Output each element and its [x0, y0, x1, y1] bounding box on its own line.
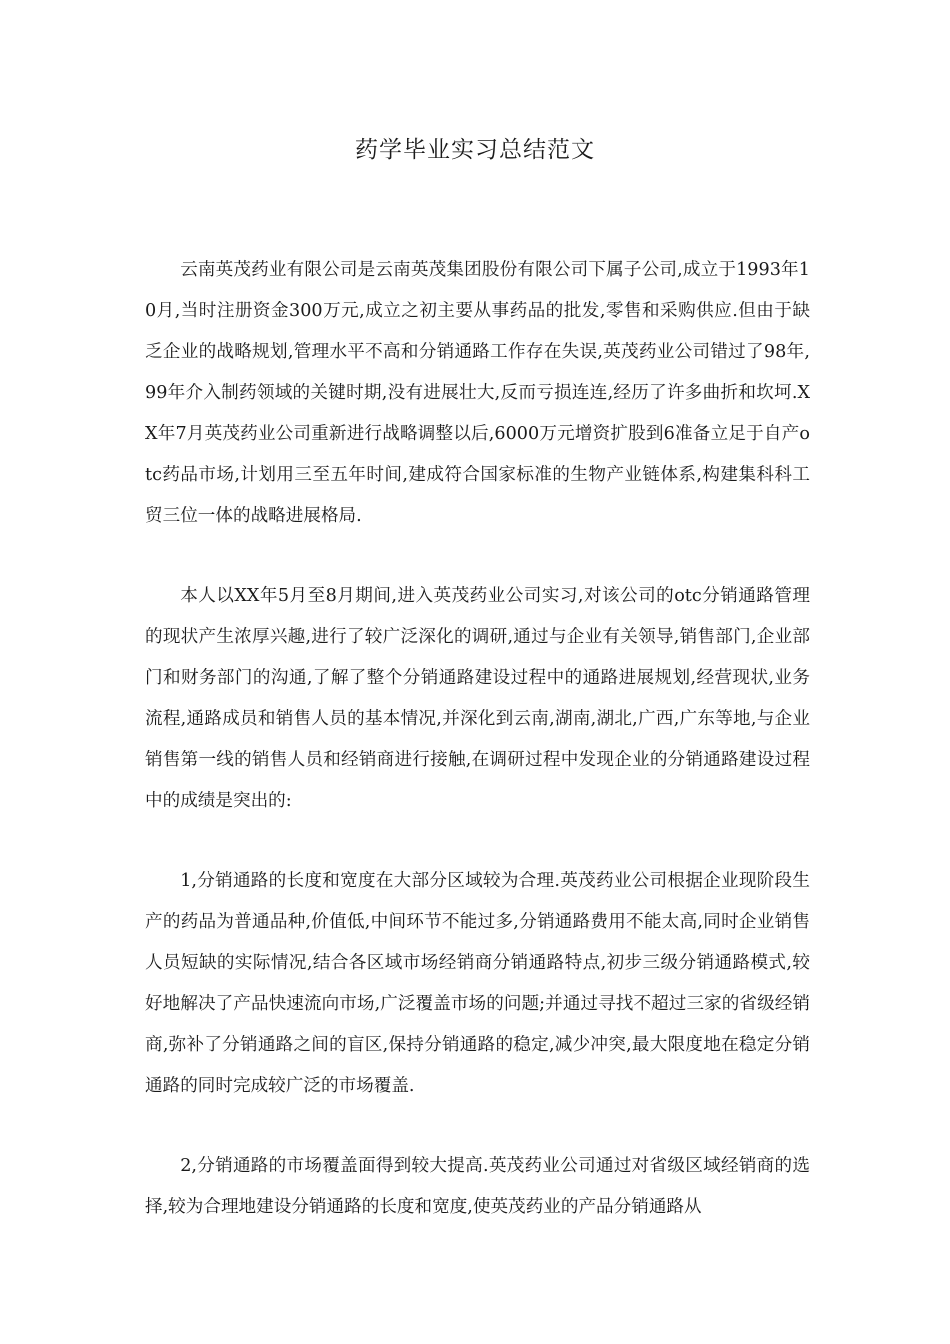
document-title: 药学毕业实习总结范文 — [355, 137, 595, 163]
document-body — [145, 250, 810, 1267]
paragraph-internship-intro: 本人以XX年5月至8月期间,进入英茂药业公司实习,对该公司的otc分销通路管理的现状产生浓厚兴趣,进行了较广泛深化的调研,通过与企业有关领导,销售部门,企业部门和财务部门的沟通,了解了整个分销通路建设过程中的通路进展规划,经营现状,业务流程,通路成员和销售人员的基本情况,并深化到云南,湖南,湖北,广西,广东等地,与企业销售第一线的销售人员和经销商进行接触,在调研过程中发现企业的分销通路建设过程中的成绩是突出的: — [145, 586, 810, 811]
paragraph-point-1: 1,分销通路的长度和宽度在大部分区域较为合理.英茂药业公司根据企业现阶段生产的药品为普通品种,价值低,中间环节不能过多,分销通路费用不能太高,同时企业销售人员短缺的实际情况,结合各区域市场经销商分销通路特点,初步三级分销通路模式,较好地解决了产品快速流向市场,广泛覆盖市场的问题;并通过寻找不超过三家的省级经销商,弥补了分销通路之间的盲区,保持分销通路的稳定,减少冲突,最大限度地在稳定分销通路的同时完成较广泛的市场覆盖. — [145, 871, 810, 1096]
paragraph-point-2: 2,分销通路的市场覆盖面得到较大提高.英茂药业公司通过对省级区域经销商的选择,较为合理地建设分销通路的长度和宽度,使英茂药业的产品分销通路从 — [145, 1156, 810, 1217]
paragraph-company-intro: 云南英茂药业有限公司是云南英茂集团股份有限公司下属子公司,成立于1993年10月,当时注册资金300万元,成立之初主要从事药品的批发,零售和采购供应.但由于缺乏企业的战略规划,管理水平不高和分销通路工作存在失误,英茂药业公司错过了98年,99年介入制药领域的关键时期,没有进展壮大,反而亏损连连,经历了许多曲折和坎坷.XX年7月英茂药业公司重新进行战略调整以后,6000万元增资扩股到6准备立足于自产otc药品市场,计划用三至五年时间,建成符合国家标准的生物产业链体系,构建集科科工贸三位一体的战略进展格局. — [145, 260, 810, 526]
